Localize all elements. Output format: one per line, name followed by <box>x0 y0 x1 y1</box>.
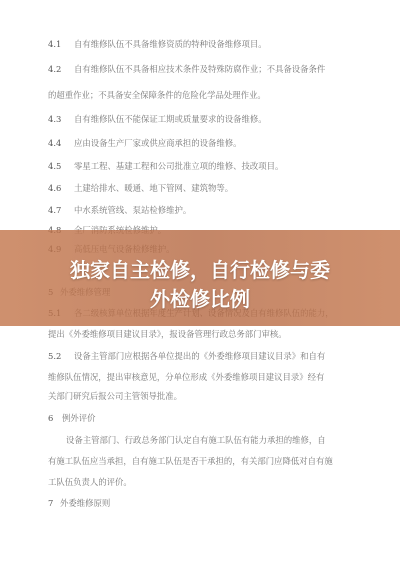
item-text: 维修队伍情况，提出审核意见，分单位形成《外委维修项目建议目录》经有 <box>48 372 325 382</box>
doc-item-4-3 <box>48 113 376 125</box>
doc-item-4-1 <box>48 38 376 50</box>
doc-item-5-1-cont <box>48 328 376 340</box>
doc-para-6-line3 <box>48 476 376 488</box>
paragraph-text: 有施工队伍应当承担，自有施工队伍是否干承担的，有关部门应降低对自有施 <box>48 456 333 466</box>
doc-item-4-2 <box>48 63 376 75</box>
item-text: 自有维修队伍不具备维修资质的特种设备维修项目。 <box>74 39 267 49</box>
item-text: 设备主管部门应根据各单位提出的《外委维修项目建议目录》和自有 <box>74 351 326 361</box>
item-number: 5.2 <box>48 351 62 361</box>
item-text: 关部门研究后报公司主管领导批准。 <box>48 391 182 401</box>
doc-item-4-2-cont <box>48 89 376 101</box>
doc-item-4-5 <box>48 160 376 172</box>
item-number: 4.7 <box>48 205 62 215</box>
doc-para-6-line1 <box>66 434 376 446</box>
item-text: 提出《外委维修项目建议目录》，报设备管理行政总务部门审核。 <box>48 329 287 339</box>
doc-section-7 <box>48 497 376 509</box>
item-text: 自有维修队伍不能保证工期或质量要求的设备维修。 <box>74 114 267 124</box>
item-number: 4.4 <box>48 138 62 148</box>
item-text: 土建给排水、暖通、地下管网、建筑物等。 <box>74 183 234 193</box>
paragraph-text: 工队伍负责人的评价。 <box>48 477 132 487</box>
section-heading: 外委维修原则 <box>60 498 111 508</box>
item-text: 的超重作业；不具备安全保障条件的危险化学品处理作业。 <box>48 90 266 100</box>
doc-item-4-7 <box>48 204 376 216</box>
banner-title-line1: 独家自主检修，自行检修与委 <box>70 258 330 282</box>
doc-para-6-line2 <box>48 455 376 467</box>
item-text: 自有维修队伍不具备相应技术条件及特殊防腐作业；不具备设备条件 <box>74 64 326 74</box>
section-heading: 例外评价 <box>62 413 96 423</box>
item-number: 4.6 <box>48 183 62 193</box>
banner-title-line2: 外检修比例 <box>150 287 250 311</box>
doc-item-5-2 <box>48 350 376 362</box>
doc-item-4-4 <box>48 137 376 149</box>
doc-section-6 <box>48 412 376 424</box>
item-text: 中水系统管线、泵站检修维护。 <box>74 205 192 215</box>
doc-item-4-6 <box>48 182 376 194</box>
item-number: 4.5 <box>48 161 62 171</box>
doc-item-5-2-cont2 <box>48 390 376 402</box>
title-banner <box>0 230 400 326</box>
section-number: 6 <box>48 413 54 423</box>
doc-item-5-2-cont1 <box>48 371 376 383</box>
item-number: 4.2 <box>48 64 62 74</box>
item-number: 4.3 <box>48 114 62 124</box>
item-number: 4.1 <box>48 39 62 49</box>
section-number: 7 <box>48 498 54 508</box>
item-text: 应由设备生产厂家或供应商承担的设备维修。 <box>74 138 242 148</box>
paragraph-text: 设备主管部门、行政总务部门认定自有施工队伍有能力承担的维修，自 <box>66 435 326 445</box>
item-text: 零星工程、基建工程和公司批准立项的维修、技改项目。 <box>74 161 284 171</box>
